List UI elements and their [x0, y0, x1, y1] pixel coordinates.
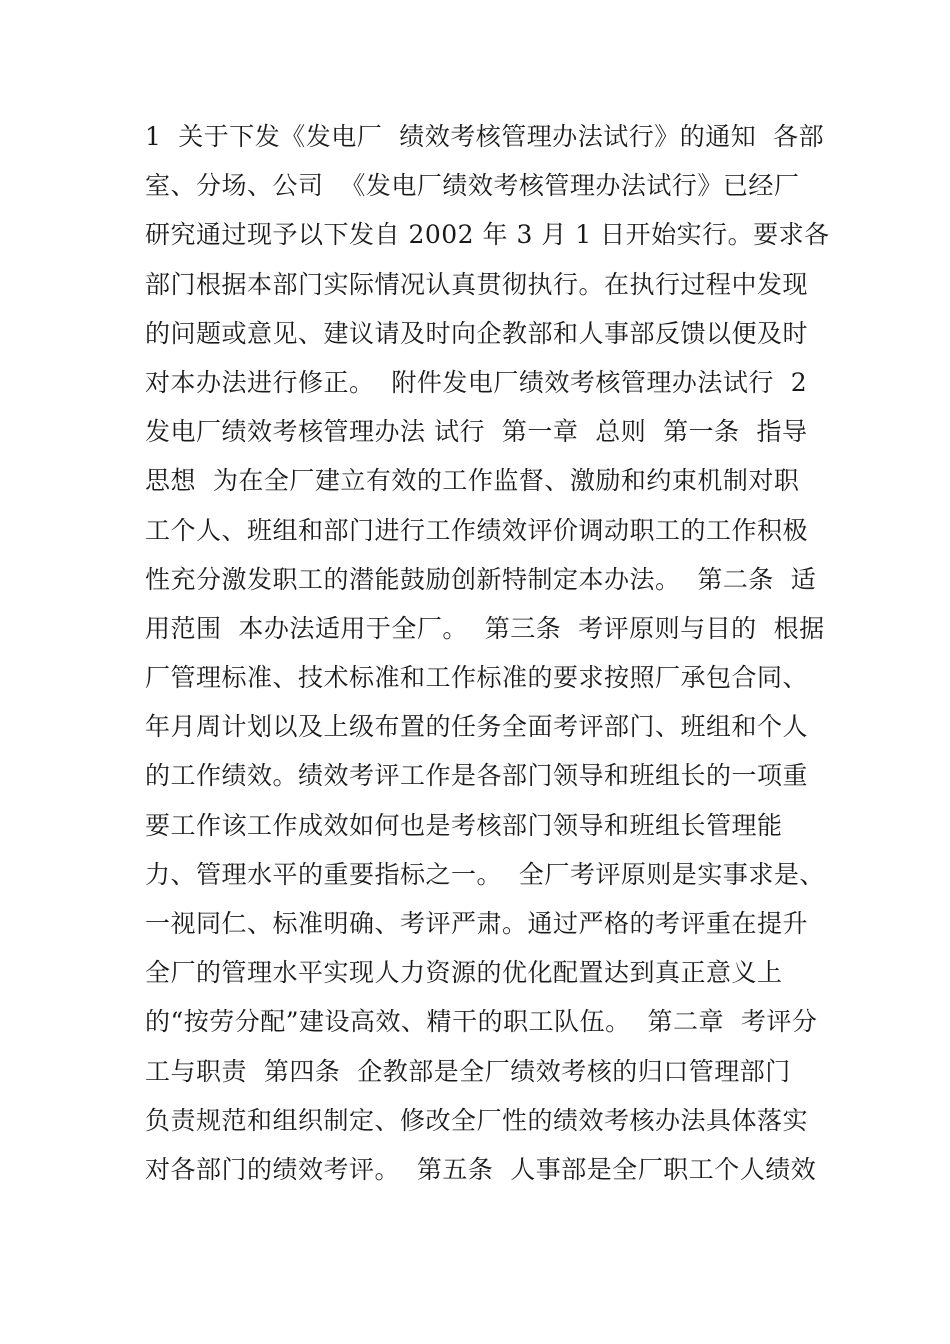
text-line: 对各部门的绩效考评。 第五条 人事部是全厂职工个人绩效 — [145, 1154, 817, 1184]
text-line: 的工作绩效。绩效考评工作是各部门领导和班组长的一项重 — [145, 761, 809, 791]
text-line: 的问题或意见、建议请及时向企教部和人事部反馈以便及时 — [145, 318, 809, 348]
text-line: 思想 为在全厂建立有效的工作监督、激励和约束机制对职 — [145, 466, 800, 496]
text-line: 性充分激发职工的潜能鼓励创新特制定本办法。 第二条 适 — [145, 564, 817, 594]
text-line: 厂管理标准、技术标准和工作标准的要求按照厂承包合同、 — [145, 663, 809, 693]
document-body — [145, 112, 830, 1194]
text-line: 要工作该工作成效如何也是考核部门领导和班组长管理能 — [145, 810, 783, 840]
text-line: 全厂的管理水平实现人力资源的优化配置达到真正意义上 — [145, 958, 783, 988]
text-line: 用范围 本办法适用于全厂。 第三条 考评原则与目的 根据 — [145, 613, 825, 643]
text-line: 部门根据本部门实际情况认真贯彻执行。在执行过程中发现 — [145, 269, 809, 299]
text-line: 力、管理水平的重要指标之一。 全厂考评原则是实事求是、 — [145, 859, 825, 889]
text-line: 工与职责 第四条 企教部是全厂绩效考核的归口管理部门 — [145, 1056, 791, 1086]
text-line: 对本办法进行修正。 附件发电厂绩效考核管理办法试行 2 — [145, 367, 808, 397]
text-line: 1 关于下发《发电厂 绩效考核管理办法试行》的通知 各部 — [145, 122, 825, 151]
text-line: 工个人、班组和部门进行工作绩效评价调动职工的工作积极 — [145, 515, 809, 545]
text-line: 一视同仁、标准明确、考评严肃。通过严格的考评重在提升 — [145, 909, 809, 938]
text-line: 年月周计划以及上级布置的任务全面考评部门、班组和个人 — [145, 712, 809, 742]
text-line: 室、分场、公司 《发电厂绩效考核管理办法试行》已经厂 — [145, 171, 800, 201]
text-line: 负责规范和组织制定、修改全厂性的绩效考核办法具体落实 — [145, 1105, 809, 1135]
text-line: 发电厂绩效考核管理办法 试行 第一章 总则 第一条 指导 — [145, 417, 808, 447]
text-line: 研究通过现予以下发自 2002 年 3 月 1 日开始实行。要求各 — [145, 220, 830, 250]
text-line: 的“按劳分配”建设高效、精干的职工队伍。 第二章 考评分 — [145, 1007, 818, 1037]
